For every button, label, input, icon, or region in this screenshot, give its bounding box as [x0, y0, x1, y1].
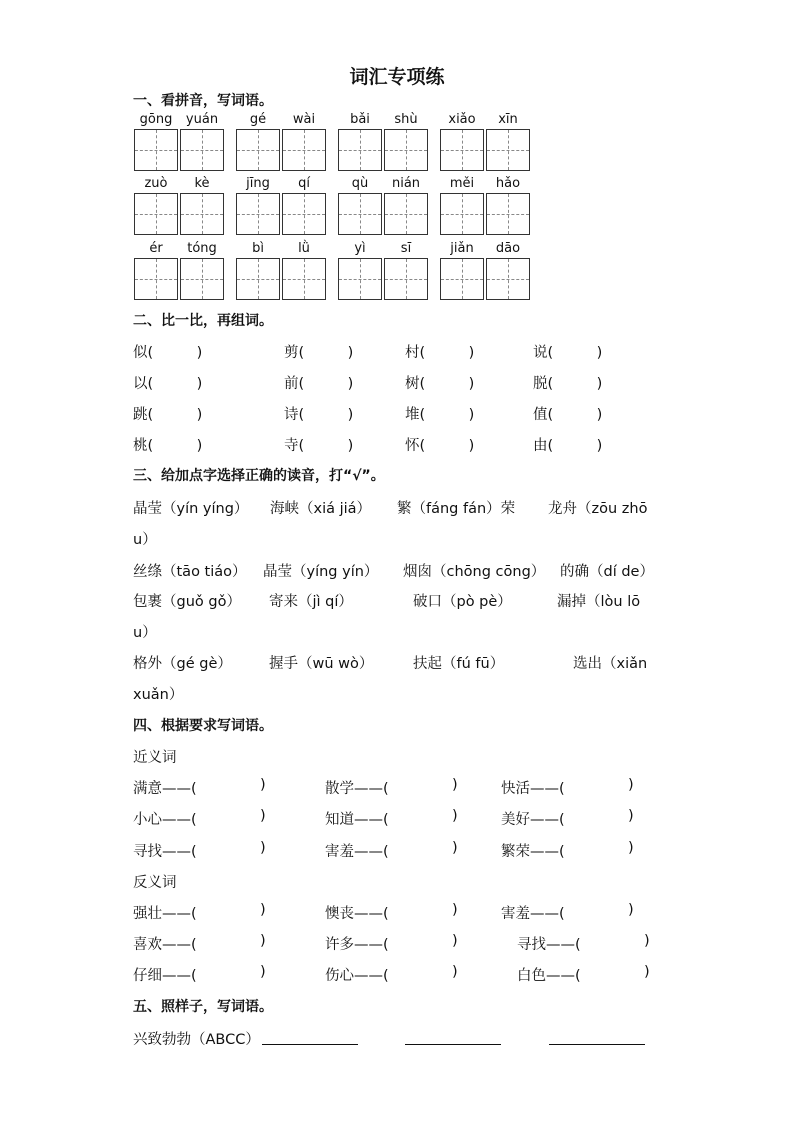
writing-box[interactable]	[134, 129, 178, 171]
writing-box[interactable]	[486, 193, 530, 235]
reading-item: 扶起（fú fū）	[413, 656, 505, 672]
writing-box[interactable]	[180, 129, 224, 171]
answer-line-3[interactable]	[549, 1044, 645, 1045]
pinyin-label: jiǎn	[450, 241, 474, 256]
compare-r4c1: 桃( )	[133, 438, 203, 454]
compare-r2c2: 前( )	[284, 376, 354, 392]
compare-r3c3: 堆( )	[405, 407, 475, 423]
paren-close: )	[260, 964, 266, 980]
word-pair: 知道——(	[325, 812, 389, 828]
compare-r4c4: 由( )	[533, 438, 603, 454]
synonyms-label: 近义词	[133, 750, 177, 766]
compare-r1c3: 村( )	[405, 345, 475, 361]
example-word: 兴致勃勃（ABCC）	[133, 1032, 260, 1048]
paren-close: )	[452, 964, 458, 980]
writing-box[interactable]	[384, 193, 428, 235]
paren-close: )	[452, 777, 458, 793]
pinyin-label: zuò	[144, 176, 168, 191]
writing-box[interactable]	[236, 129, 280, 171]
reading-item: 寄来（jì qí）	[269, 594, 353, 610]
word-pair: 寻找——(	[517, 937, 581, 953]
pinyin-label: měi	[449, 176, 475, 191]
reading-item: 晶莹（yín yíng）	[133, 501, 249, 517]
section-2-heading: 二、比一比，再组词。	[133, 313, 273, 329]
pinyin-label: lǜ	[298, 241, 310, 256]
pinyin-label: dāo	[495, 241, 521, 256]
pinyin-label: wài	[292, 112, 316, 127]
writing-box[interactable]	[338, 193, 382, 235]
pinyin-label: gōng	[139, 112, 173, 127]
word-pair: 小心——(	[133, 812, 197, 828]
pinyin-label: sī	[400, 241, 412, 256]
word-pair: 快活——(	[501, 781, 565, 797]
reading-item: 包裹（guǒ gǒ）	[133, 594, 241, 610]
writing-box[interactable]	[440, 129, 484, 171]
pinyin-label: bì	[252, 241, 264, 256]
pinyin-label: shù	[394, 112, 418, 127]
paren-close: )	[628, 902, 634, 918]
paren-close: )	[452, 902, 458, 918]
pinyin-label: ér	[149, 241, 163, 256]
section-1-heading: 一、看拼音，写词语。	[133, 93, 273, 109]
reading-item: 选出（xiǎn	[573, 656, 648, 672]
word-pair: 寻找——(	[133, 844, 197, 860]
pinyin-label: yuán	[185, 112, 219, 127]
word-pair: 仔细——(	[133, 968, 197, 984]
compare-r4c2: 寺( )	[284, 438, 354, 454]
paren-close: )	[260, 933, 266, 949]
pinyin-label: bǎi	[350, 112, 370, 127]
word-pair: 强壮——(	[133, 906, 197, 922]
compare-r1c2: 剪( )	[284, 345, 354, 361]
compare-r3c4: 值( )	[533, 407, 603, 423]
pinyin-label: xiǎo	[448, 112, 476, 127]
word-pair: 许多——(	[325, 937, 389, 953]
paren-close: )	[644, 964, 650, 980]
section-4-heading: 四、根据要求写词语。	[133, 718, 273, 734]
paren-close: )	[452, 840, 458, 856]
word-pair: 满意——(	[133, 781, 197, 797]
writing-box[interactable]	[282, 258, 326, 300]
writing-box[interactable]	[440, 193, 484, 235]
reading-item: 晶莹（yíng yín）	[263, 564, 379, 580]
paren-close: )	[452, 933, 458, 949]
pinyin-label: gé	[249, 112, 267, 127]
word-pair: 散学——(	[325, 781, 389, 797]
reading-item-wrap: xuǎn）	[133, 687, 184, 703]
compare-r2c3: 树( )	[405, 376, 475, 392]
reading-item: 漏掉（lòu lō	[557, 594, 641, 610]
writing-box[interactable]	[236, 258, 280, 300]
word-pair: 白色——(	[517, 968, 581, 984]
reading-item-wrap: u）	[133, 625, 157, 641]
compare-r1c4: 说( )	[533, 345, 603, 361]
paren-close: )	[452, 808, 458, 824]
word-pair: 喜欢——(	[133, 937, 197, 953]
reading-item: 丝绦（tāo tiáo）	[133, 564, 247, 580]
reading-item: 烟囱（chōng cōng）	[403, 564, 546, 580]
paren-close: )	[644, 933, 650, 949]
writing-box[interactable]	[180, 193, 224, 235]
pinyin-label: jīng	[246, 176, 270, 191]
section-3-heading: 三、给加点字选择正确的读音，打“√”。	[133, 468, 385, 484]
pinyin-label: qí	[298, 176, 310, 191]
pinyin-label: tóng	[187, 241, 217, 256]
word-pair: 害羞——(	[325, 844, 389, 860]
antonyms-label: 反义词	[133, 875, 177, 891]
pinyin-label: nián	[391, 176, 421, 191]
answer-line-1[interactable]	[262, 1044, 358, 1045]
page-title: 词汇专项练	[349, 66, 445, 88]
writing-box[interactable]	[338, 258, 382, 300]
writing-box[interactable]	[180, 258, 224, 300]
compare-r2c1: 以( )	[133, 376, 203, 392]
word-pair: 美好——(	[501, 812, 565, 828]
compare-r4c3: 怀( )	[405, 438, 475, 454]
writing-box[interactable]	[384, 129, 428, 171]
word-pair: 害羞——(	[501, 906, 565, 922]
section-5-heading: 五、照样子，写词语。	[133, 999, 273, 1015]
writing-box[interactable]	[134, 258, 178, 300]
word-pair: 繁荣——(	[501, 844, 565, 860]
paren-close: )	[628, 777, 634, 793]
paren-close: )	[260, 902, 266, 918]
reading-item: 破口（pò pè）	[413, 594, 512, 610]
writing-box[interactable]	[440, 258, 484, 300]
compare-r2c4: 脱( )	[533, 376, 603, 392]
writing-box[interactable]	[282, 129, 326, 171]
reading-item: 握手（wū wò）	[269, 656, 374, 672]
writing-box[interactable]	[486, 258, 530, 300]
writing-box[interactable]	[384, 258, 428, 300]
pinyin-label: xīn	[498, 112, 518, 127]
paren-close: )	[260, 808, 266, 824]
reading-item: 的确（dí de）	[560, 564, 654, 580]
writing-box[interactable]	[338, 129, 382, 171]
answer-line-2[interactable]	[405, 1044, 501, 1045]
pinyin-label: kè	[194, 176, 210, 191]
reading-item: 繁（fáng fán）荣	[397, 501, 516, 517]
paren-close: )	[628, 840, 634, 856]
writing-box[interactable]	[486, 129, 530, 171]
writing-box[interactable]	[282, 193, 326, 235]
writing-box[interactable]	[134, 193, 178, 235]
reading-item: 格外（gé gè）	[133, 656, 232, 672]
pinyin-label: qù	[351, 176, 369, 191]
paren-close: )	[628, 808, 634, 824]
pinyin-label: yì	[354, 241, 366, 256]
word-pair: 伤心——(	[325, 968, 389, 984]
compare-r3c1: 跳( )	[133, 407, 203, 423]
reading-item: 海峡（xiá jiá）	[270, 501, 372, 517]
paren-close: )	[260, 777, 266, 793]
paren-close: )	[260, 840, 266, 856]
reading-item: 龙舟（zōu zhō	[548, 501, 648, 517]
compare-r3c2: 诗( )	[284, 407, 354, 423]
word-pair: 懊丧——(	[325, 906, 389, 922]
writing-box[interactable]	[236, 193, 280, 235]
reading-item-wrap: u）	[133, 532, 157, 548]
pinyin-label: hǎo	[495, 176, 521, 191]
compare-r1c1: 似( )	[133, 345, 203, 361]
